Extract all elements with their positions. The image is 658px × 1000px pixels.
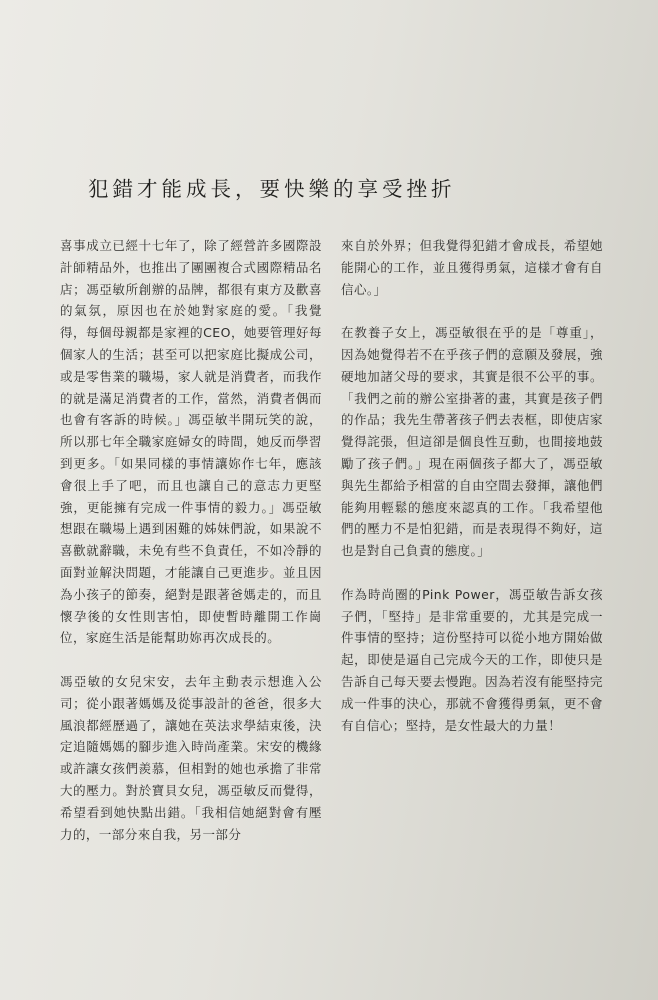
paragraph: 喜事成立已經十七年了，除了經營許多國際設計師精品外，也推出了團團複合式國際精品名店；馮亞敏所創辦的品牌，都很有東方及歡喜的氣氛，原因也在於她對家庭的愛。「我覺得，每個母親都是家裡的CEO，她要管理好每個家人的生活；甚至可以把家庭比擬成公司，或是零售業的職場，家人就是消費者，而我作的就是滿足消費者的工作，當然，消費者偶而也會有客訴的時候。」馮亞敏半開玩笑的說，所以那七年全職家庭婦女的時間，她反而學習到更多。「如果同樣的事情讓妳作七年，應該會很上手了吧，而且也讓自己的意志力更堅強，更能擁有完成一件事情的毅力。」馮亞敏想跟在職場上遇到困難的姊妹們說，如果說不喜歡就辭職，未免有些不負責任，不如冷靜的面對並解決問題，才能讓自己更進步。並且因為小孩子的節奏，絕對是跟著爸媽走的，而且懷孕後的女性則害怕，即使暫時離開工作崗位，家庭生活是能幫助妳再次成長的。 bbox=[60, 238, 322, 646]
paragraph: 馮亞敏的女兒宋安，去年主動表示想進入公司；從小跟著媽媽及從事設計的爸爸，很多大風浪都經歷過了，讓她在英法求學結束後，決定追隨媽媽的腳步進入時尚產業。宋安的機緣或許讓女孩們羨慕，但相對的她也承擔了非常大的壓力。對於寶貝女兒，馮亞敏反而覺得，希望看到她快點出錯。「我相信她絕對會有壓力的，一部分來自我，另一部分 bbox=[60, 673, 322, 842]
left-column bbox=[60, 235, 322, 845]
article-headline: 犯錯才能成長，要快樂的享受挫折 bbox=[88, 177, 456, 201]
paragraph: 來自於外界；但我覺得犯錯才會成長，希望她能開心的工作，並且獲得勇氣，這樣才會有自信心。」 bbox=[341, 238, 603, 297]
right-column bbox=[341, 235, 603, 736]
paragraph: 在教養子女上，馮亞敏很在乎的是「尊重」，因為她覺得若不在乎孩子們的意願及發展，強硬地加諸父母的要求，其實是很不公平的事。「我們之前的辦公室掛著的畫，其實是孩子們的作品；我先生帶著孩子們去表框，即使店家覺得詫張，但這卻是個良性互動，也間接地鼓勵了孩子們。」現在兩個孩子都大了，馮亞敏與先生都給予相當的自由空間去發揮，讓他們能夠用輕鬆的態度來認真的工作。「我希望他們的壓力不是怕犯錯，而是表現得不夠好，這也是對自己負責的態度。」 bbox=[341, 325, 603, 559]
paragraph: 作為時尚圈的Pink Power，馮亞敏告訴女孩子們，「堅持」是非常重要的，尤其是完成一件事情的堅持；這份堅持可以從小地方開始做起，即使是逼自己完成今天的工作，即使只是告訴自己每天要去慢跑。因為若沒有能堅持完成一件事的決心，那就不會獲得勇氣，更不會有自信心；堅持，是女性最大的力量！ bbox=[341, 586, 603, 733]
